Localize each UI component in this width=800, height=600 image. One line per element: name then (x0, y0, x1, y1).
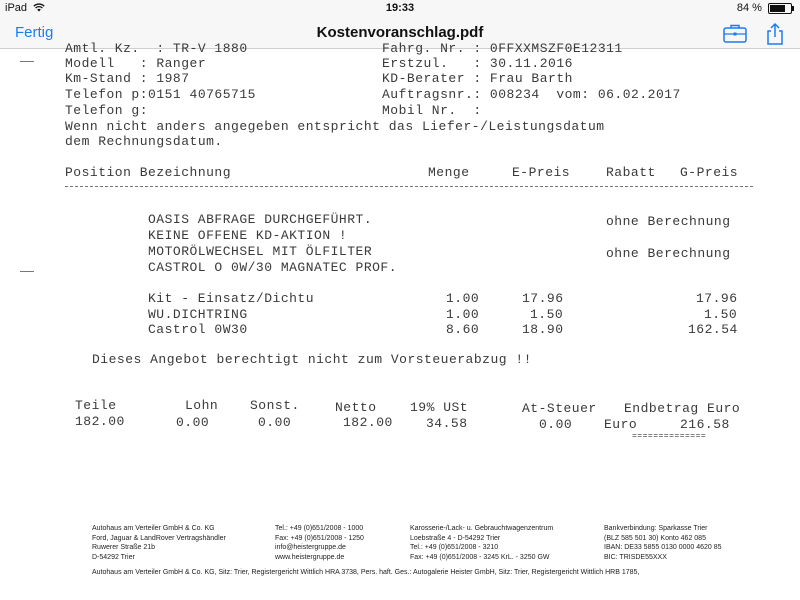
battery-indicator (737, 2, 792, 14)
pdf-page[interactable] (0, 41, 800, 600)
totals-labour: 0.00 (176, 415, 210, 430)
totals-label-parts: Teile (75, 398, 117, 413)
briefcase-icon (722, 22, 748, 44)
totals-vat: 34.58 (426, 416, 468, 431)
offer-note: Dieses Angebot berechtigt nicht zum Vorsteuerabzug !! (92, 352, 532, 367)
customer-advisor: KD-Berater : Frau Barth (382, 71, 573, 86)
share-button[interactable] (764, 22, 790, 44)
vehicle-model: Modell : Ranger (65, 56, 207, 71)
mobile-number: Mobil Nr. : (382, 103, 482, 118)
col-unit-price: E-Preis (512, 165, 571, 180)
footer-line: Autohaus am Verteiler GmbH & Co. KG (92, 525, 215, 532)
footer-line: Fax: +49 (0)651/2008 - 1250 (275, 534, 364, 542)
footer-line: IBAN: DE33 5855 0130 0000 4620 85 (604, 544, 722, 551)
service-line: KEINE OFFENE KD-AKTION ! (148, 228, 348, 243)
first-registration: Erstzul. : 30.11.2016 (382, 56, 573, 71)
totals-currency: Euro (604, 417, 638, 432)
document-title: Kostenvoranschlag.pdf (316, 24, 484, 41)
totals-label-grand: Endbetrag Euro (624, 401, 741, 416)
footer-line: www.heistergruppe.de (275, 553, 345, 561)
status-bar (0, 0, 800, 18)
notice-line: dem Rechnungsdatum. (65, 134, 223, 149)
col-total-price: G-Preis (680, 165, 739, 180)
totals-label-labour: Lohn (185, 398, 219, 413)
item-name: Kit - Einsatz/Dichtu (148, 291, 315, 306)
order-number: Auftragsnr.: 008234 vom: 06.02.2017 (382, 87, 681, 102)
totals-label-other: Sonst. (250, 398, 300, 413)
totals-label-vat: 19% USt (410, 400, 469, 415)
service-note: ohne Berechnung (606, 214, 731, 229)
item-price: 1.50 (530, 307, 564, 322)
item-name: WU.DICHTRING (148, 307, 248, 322)
footer-line: Tel.: +49 (0)651/2008 - 3210 (410, 544, 499, 551)
grand-total: 216.58 (680, 417, 730, 432)
totals-other: 0.00 (258, 415, 292, 430)
item-qty: 8.60 (446, 322, 480, 337)
briefcase-button[interactable] (722, 22, 748, 44)
footer-line: Fax: +49 (0)651/2008 - 3245 KrL. - 3250 GW (410, 553, 550, 561)
col-quantity: Menge (428, 165, 470, 180)
item-qty: 1.00 (446, 307, 480, 322)
grand-total-underline: ============== (632, 432, 707, 441)
totals-label-at-tax: At-Steuer (522, 401, 597, 416)
battery-fill (770, 5, 785, 12)
col-position: Position Bezeichnung (65, 165, 232, 180)
phone-business: Telefon g: (65, 103, 149, 118)
clock: 19:33 (385, 2, 415, 14)
item-qty: 1.00 (446, 291, 480, 306)
footer-line: BIC: TRISDE55XXX (604, 553, 667, 561)
battery-percent: 84 % (736, 2, 762, 14)
margin-mark (20, 61, 34, 62)
service-line: CASTROL O 0W/30 MAGNATEC PROF. (148, 260, 398, 275)
footer-line: info@heistergruppe.de (275, 544, 346, 551)
item-total: 1.50 (704, 307, 738, 322)
margin-mark (20, 271, 34, 272)
phone-private: Telefon p:0151 40765715 (65, 87, 256, 102)
item-price: 17.96 (522, 291, 564, 306)
done-button[interactable]: Fertig (15, 24, 54, 41)
chassis-row: Fahrg. Nr. : 0FFXXMSZF0E12311 (382, 41, 623, 56)
totals-net: 182.00 (343, 415, 393, 430)
service-line: MOTORÖLWECHSEL MIT ÖLFILTER (148, 244, 373, 259)
footer-line: Ruwerer Straße 21b (92, 544, 156, 551)
share-icon (764, 22, 786, 46)
col-discount: Rabatt (606, 165, 656, 180)
header-rule (65, 186, 753, 187)
item-price: 18.90 (522, 322, 564, 337)
footer-line: Karosserie-/Lack- u. Gebrauchtwagenzentrum (410, 525, 554, 532)
plate-row: Amtl. Kz. : TR-V 1880 (65, 41, 248, 56)
service-note: ohne Berechnung (606, 246, 731, 261)
footer-line: Loebstraße 4 - D-54292 Trier (410, 534, 501, 542)
footer-company (92, 524, 226, 562)
mileage: Km-Stand : 1987 (65, 71, 190, 86)
footer-line: Bankverbindung: Sparkasse Trier (604, 525, 708, 532)
totals-label-net: Netto (335, 400, 377, 415)
footer-line: Tel.: +49 (0)651/2008 - 1000 (275, 525, 364, 532)
footer-bank (604, 524, 722, 562)
footer-legal: Autohaus am Verteiler GmbH & Co. KG, Sitz: Trier, Registergericht Wittlich HRA 3738, Pers. haft. Ges.: Autogalerie Heister GmbH, Sitz: Trier, Registergericht Wittlich HRB 1785, (92, 569, 640, 576)
item-total: 162.54 (688, 322, 738, 337)
service-line: OASIS ABFRAGE DURCHGEFÜHRT. (148, 212, 373, 227)
item-name: Castrol 0W30 (148, 322, 248, 337)
totals-parts: 182.00 (75, 414, 125, 429)
notice-line: Wenn nicht anders angegeben entspricht das Liefer-/Leistungsdatum (65, 119, 605, 134)
footer-line: D-54292 Trier (92, 553, 135, 561)
footer-bodyshop (410, 524, 553, 562)
footer-line: Ford, Jaguar & LandRover Vertragshändler (92, 534, 226, 542)
footer-contact (275, 524, 364, 562)
item-total: 17.96 (696, 291, 738, 306)
footer-line: (BLZ 585 501 30) Konto 462 085 (604, 534, 706, 542)
totals-at-tax: 0.00 (539, 417, 573, 432)
device-name: iPad (5, 2, 28, 14)
battery-icon (768, 3, 792, 14)
